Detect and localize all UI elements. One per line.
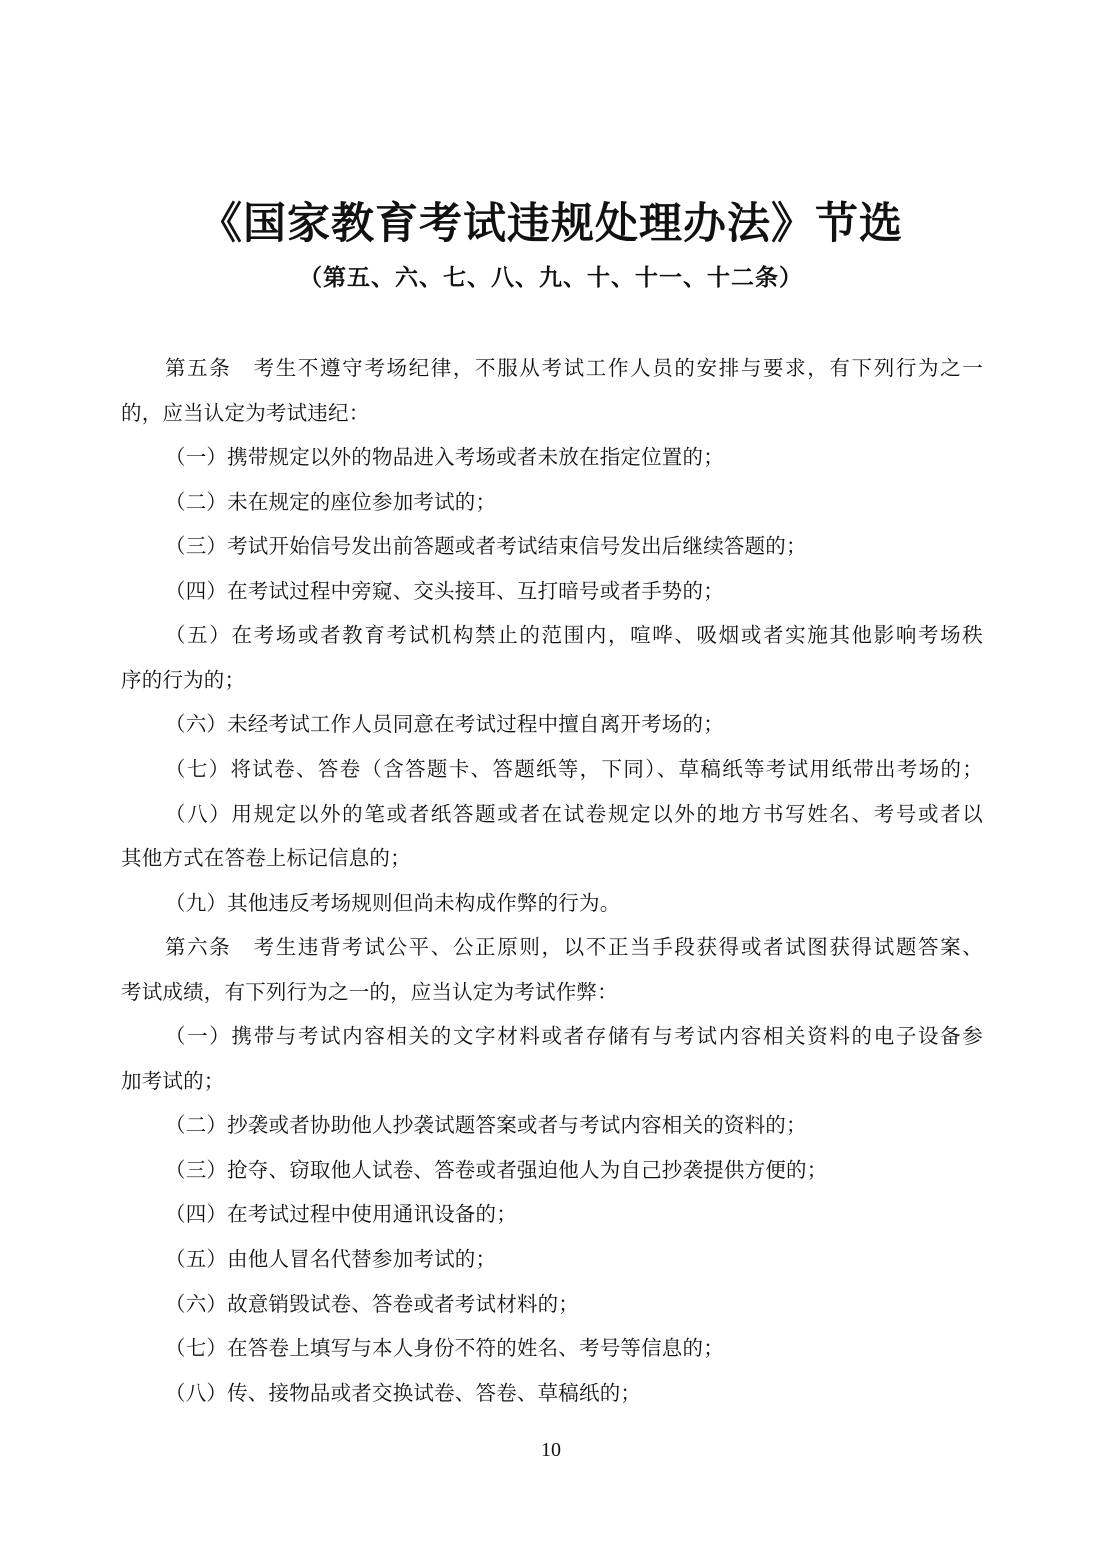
document-title: 《国家教育考试违规处理办法》节选: [199, 199, 903, 249]
article-5-item-2: （二）未在规定的座位参加考试的；: [165, 489, 497, 514]
article-5-heading-continuation: 的，应当认定为考试违纪：: [121, 400, 370, 425]
article-6-item-5: （五）由他人冒名代替参加考试的；: [165, 1247, 497, 1271]
article-5-item-3: （三）考试开始信号发出前答题或者考试结束信号发出后继续答题的；: [165, 534, 807, 559]
article-6-item-1-continuation: 加考试的；: [121, 1068, 225, 1093]
document-subtitle: （第五、六、七、八、九、十、十一、十二条）: [299, 264, 803, 291]
article-6-item-1: （一）携带与考试内容相关的文字材料或者存储有与考试内容相关资料的电子设备参: [165, 1024, 983, 1049]
article-5-item-5-continuation: 序的行为的；: [121, 667, 246, 692]
article-6-item-8: （八）传、接物品或者交换试卷、答卷、草稿纸的；: [165, 1380, 642, 1405]
article-5-item-8: （八）用规定以外的笔或者纸答题或者在试卷规定以外的地方书写姓名、考号或者以: [165, 801, 983, 826]
article-5-item-5: （五）在考场或者教育考试机构禁止的范围内，喧哗、吸烟或者实施其他影响考场秩: [165, 623, 983, 648]
article-6-item-6: （六）故意销毁试卷、答卷或者考试材料的；: [165, 1291, 579, 1316]
article-5-item-4: （四）在考试过程中旁窥、交头接耳、互打暗号或者手势的；: [165, 578, 724, 603]
article-6-item-2: （二）抄袭或者协助他人抄袭试题答案或者与考试内容相关的资料的；: [165, 1113, 807, 1138]
page-number: 10: [541, 1439, 561, 1461]
article-5-item-1: （一）携带规定以外的物品进入考场或者未放在指定位置的；: [165, 445, 724, 470]
article-5-item-7: （七）将试卷、答卷（含答题卡、答题纸等，下同）、草稿纸等考试用纸带出考场的；: [165, 756, 983, 781]
article-5-item-6: （六）未经考试工作人员同意在考试过程中擅自离开考场的；: [165, 712, 724, 737]
article-5-item-8-continuation: 其他方式在答卷上标记信息的；: [121, 846, 411, 871]
article-6-heading-line: 第六条 考生违背考试公平、公正原则，以不正当手段获得或者试图获得试题答案、: [165, 935, 983, 960]
article-6-item-7: （七）在答卷上填写与本人身份不符的姓名、考号等信息的；: [165, 1336, 724, 1361]
article-6-item-3: （三）抢夺、窃取他人试卷、答卷或者强迫他人为自己抄袭提供方便的；: [165, 1157, 828, 1182]
article-6-heading-continuation: 考试成绩，有下列行为之一的，应当认定为考试作弊：: [121, 979, 618, 1004]
article-5-heading-line: 第五条 考生不遵守考场纪律，不服从考试工作人员的安排与要求，有下列行为之一: [165, 356, 983, 380]
article-6-item-4: （四）在考试过程中使用通讯设备的；: [165, 1202, 517, 1227]
article-5-item-9: （九）其他违反考场规则但尚未构成作弊的行为。: [165, 890, 621, 915]
